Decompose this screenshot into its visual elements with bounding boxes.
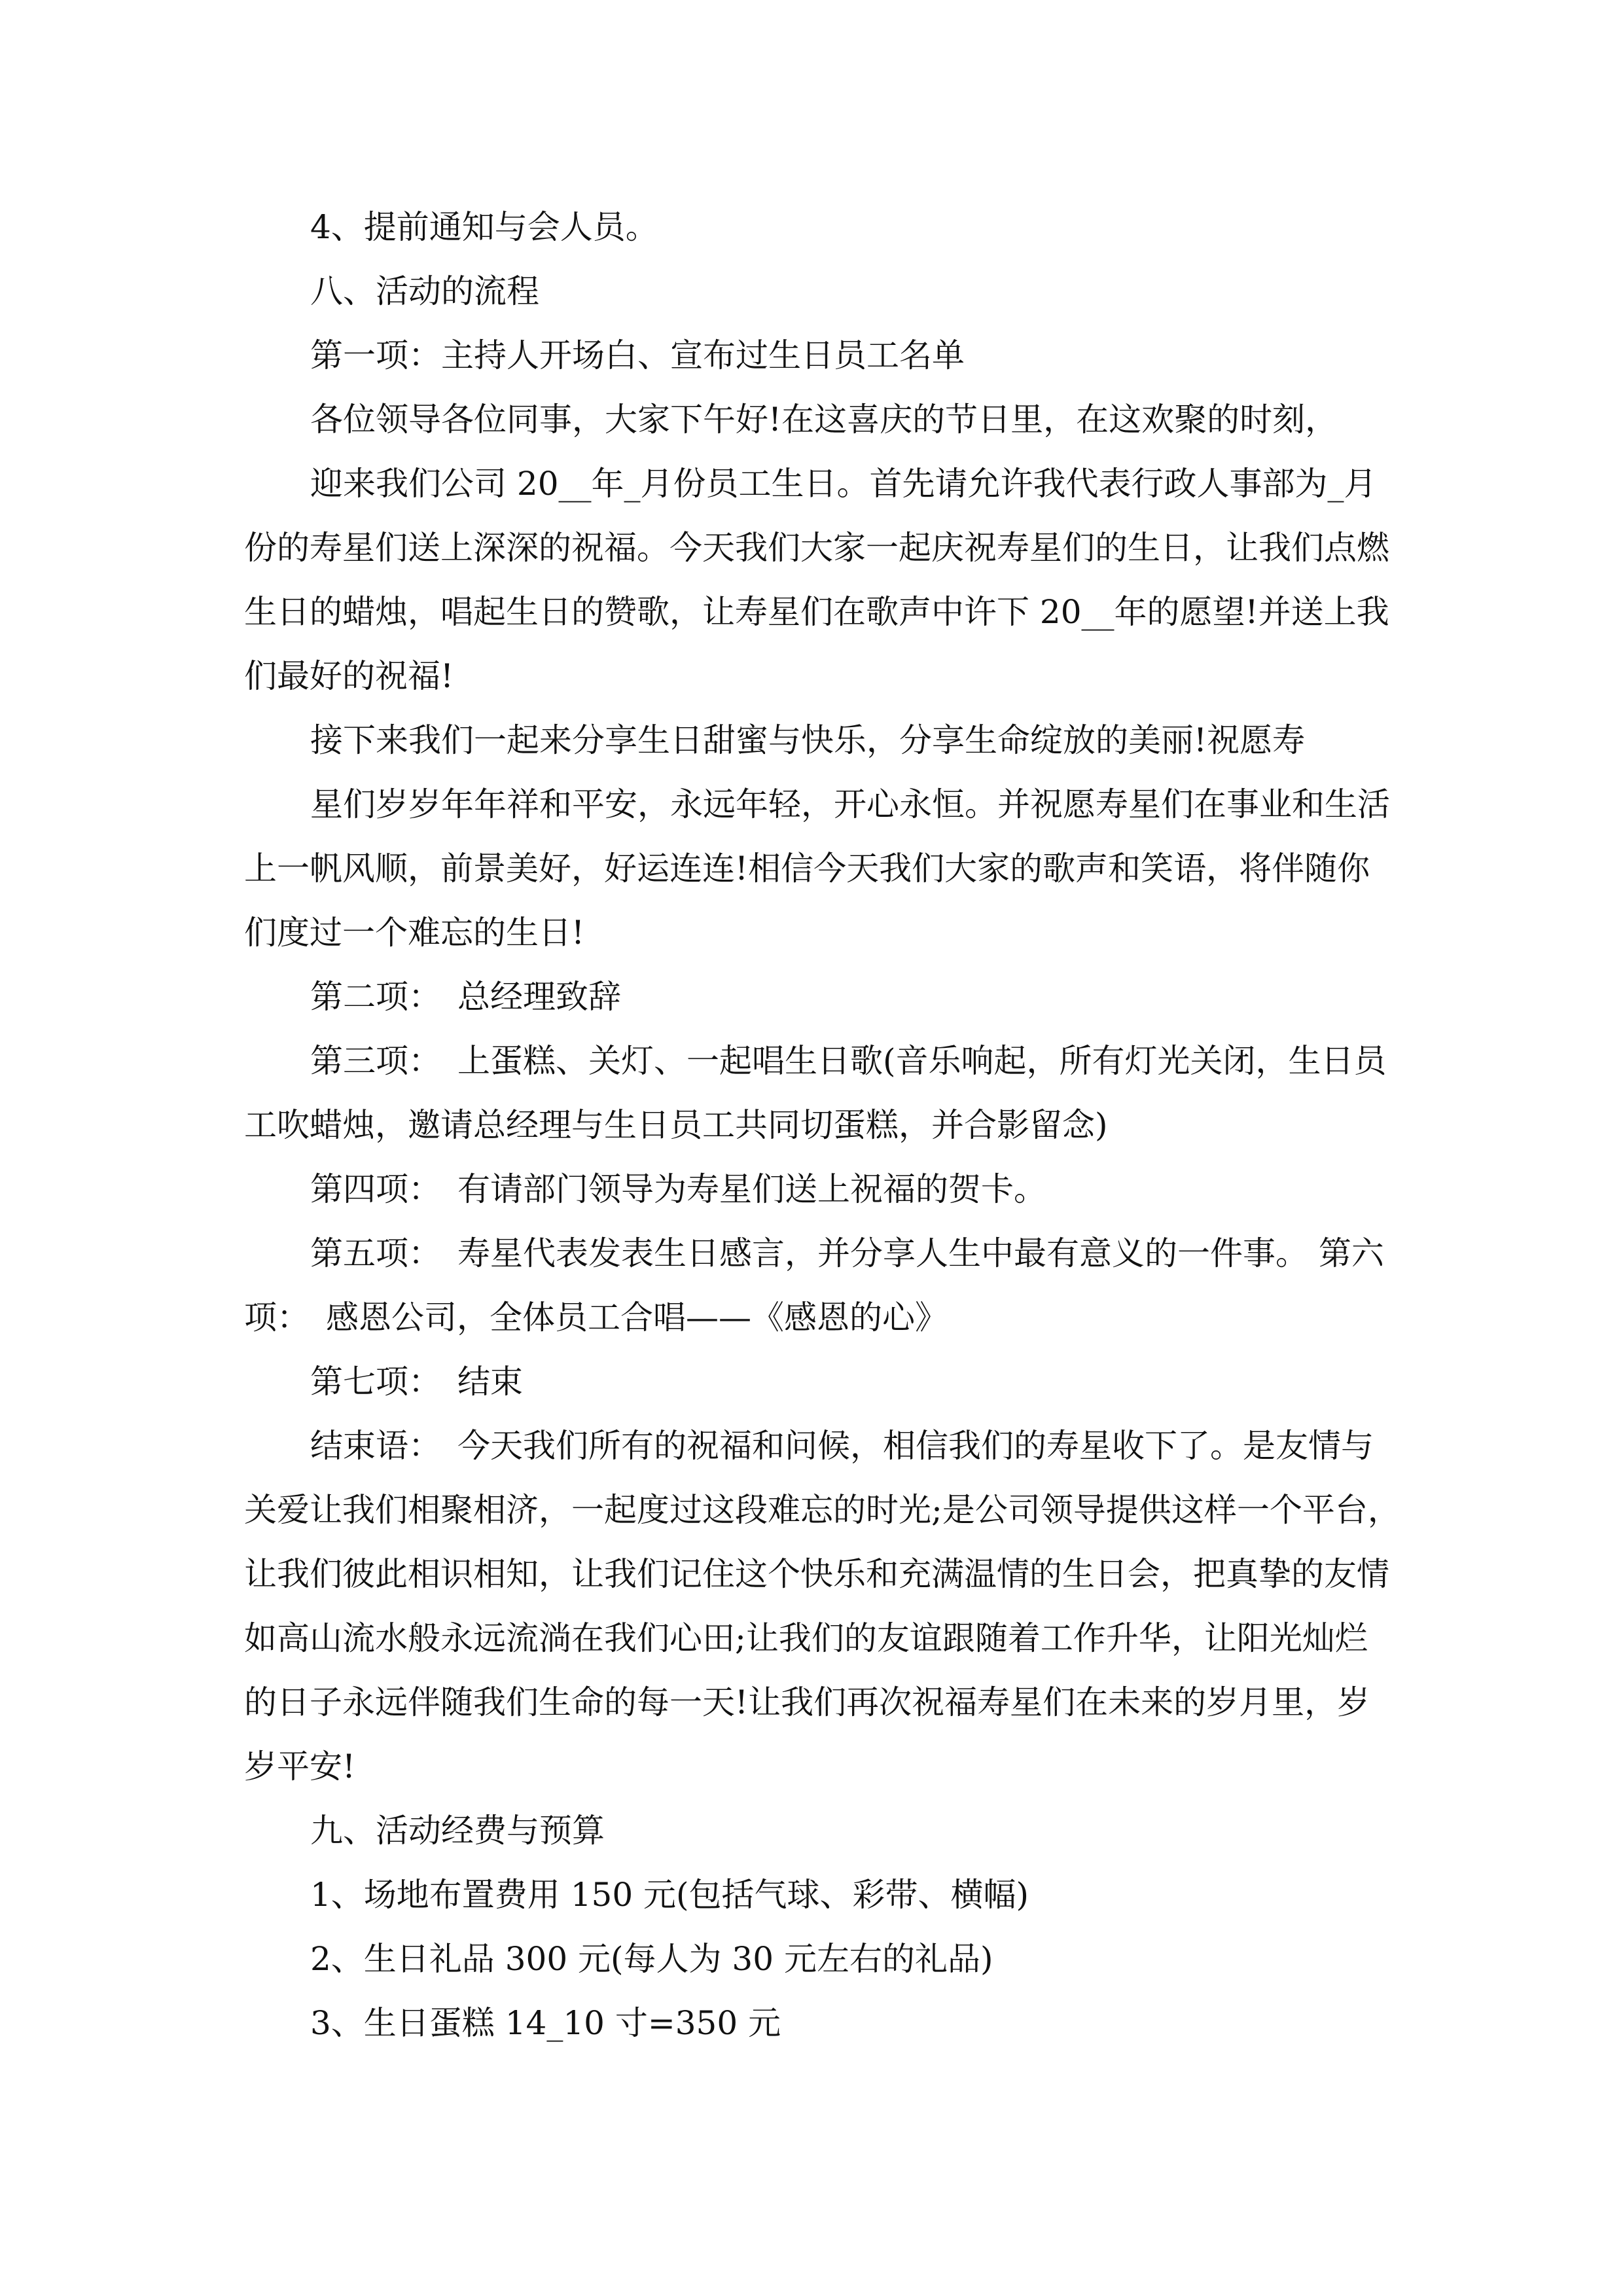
paragraph-line: 的日子永远伴随我们生命的每一天!让我们再次祝福寿星们在未来的岁月里，岁 [244,1683,1370,1721]
paragraph-line: 份的寿星们送上深深的祝福。今天我们大家一起庆祝寿星们的生日，让我们点燃 [244,529,1389,567]
paragraph-line: 岁平安! [244,1748,356,1785]
list-item: 3、生日蛋糕 14_10 寸=350 元 [310,2004,781,2042]
paragraph-line: 第二项： 总经理致辞 [310,978,621,1016]
paragraph-line: 如高山流水般永远流淌在我们心田;让我们的友谊跟随着工作升华，让阳光灿烂 [244,1619,1368,1657]
paragraph-line: 结束语： 今天我们所有的祝福和问候，相信我们的寿星收下了。是友情与 [310,1427,1374,1465]
section-heading: 九、活动经费与预算 [310,1812,605,1850]
paragraph-line: 第一项：主持人开场白、宣布过生日员工名单 [310,336,965,374]
paragraph-line: 第七项： 结束 [310,1363,523,1401]
paragraph-line: 生日的蜡烛，唱起生日的赞歌，让寿星们在歌声中许下 20__年的愿望!并送上我 [244,593,1389,631]
paragraph-line: 让我们彼此相识相知，让我们记住这个快乐和充满温情的生日会，把真挚的友情 [244,1555,1389,1593]
paragraph-line: 们最好的祝福! [244,657,454,695]
paragraph-line: 关爱让我们相聚相济，一起度过这段难忘的时光;是公司领导提供这样一个平台， [244,1491,1400,1529]
paragraph-line: 迎来我们公司 20__年_月份员工生日。首先请允许我代表行政人事部为_月 [310,465,1377,503]
paragraph-line: 们度过一个难忘的生日! [244,914,585,952]
paragraph-line: 第四项： 有请部门领导为寿星们送上祝福的贺卡。 [310,1170,1046,1208]
list-item: 2、生日礼品 300 元(每人为 30 元左右的礼品) [310,1940,993,1978]
paragraph-line: 接下来我们一起来分享生日甜蜜与快乐，分享生命绽放的美丽!祝愿寿 [310,721,1306,759]
paragraph-line: 各位领导各位同事，大家下午好!在这喜庆的节日里，在这欢聚的时刻， [310,401,1338,439]
paragraph-line: 第三项： 上蛋糕、关灯、一起唱生日歌(音乐响起，所有灯光关闭，生日员 [310,1042,1387,1080]
paragraph-line: 上一帆风顺，前景美好，好运连连!相信今天我们大家的歌声和笑语，将伴随你 [244,850,1370,888]
list-item: 1、场地布置费用 150 元(包括气球、彩带、横幅) [310,1876,1029,1914]
section-heading: 八、活动的流程 [310,272,539,310]
paragraph-line: 第五项： 寿星代表发表生日感言，并分享人生中最有意义的一件事。 第六 [310,1234,1384,1272]
paragraph-line: 项： 感恩公司，全体员工合唱——《感恩的心》 [244,1299,948,1336]
paragraph-line: 星们岁岁年年祥和平安，永远年轻，开心永恒。并祝愿寿星们在事业和生活 [310,785,1390,823]
paragraph-line: 工吹蜡烛，邀请总经理与生日员工共同切蛋糕，并合影留念) [244,1106,1108,1144]
list-item: 4、提前通知与会人员。 [310,208,658,246]
